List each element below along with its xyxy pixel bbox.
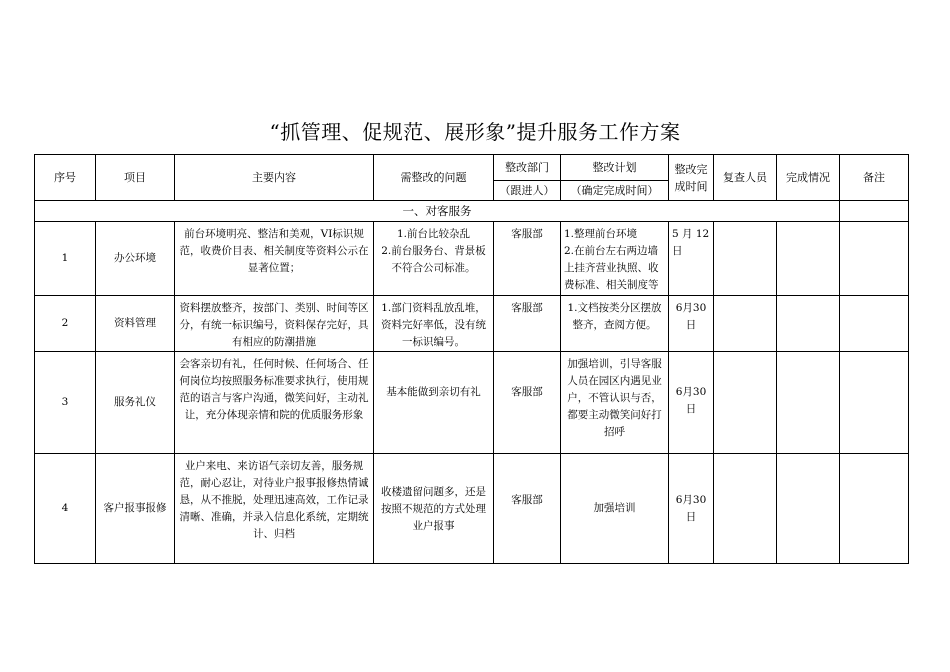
row-reviewer — [714, 352, 777, 454]
header-seq: 序号 — [35, 155, 96, 201]
row-seq: 4 — [35, 454, 96, 564]
row-status — [777, 222, 840, 296]
row-remark — [840, 296, 909, 352]
row-reviewer — [714, 296, 777, 352]
row-plan: 1.整理前台环境 2.在前台左右两边墙上挂齐营业执照、收费标准、相关制度等 — [561, 222, 669, 296]
row-item: 服务礼仪 — [96, 352, 175, 454]
header-remark: 备注 — [840, 155, 909, 201]
section-remark-cell — [840, 201, 909, 222]
header-item: 项目 — [96, 155, 175, 201]
row-reviewer — [714, 222, 777, 296]
row-time: 6月30日 — [669, 352, 714, 454]
row-content: 会客亲切有礼，任何时候、任何场合、任何岗位均按照服务标准要求执行，使用规范的语言与客户沟通，微笑问好，主动礼让，充分体现亲情和院的优质服务形象 — [175, 352, 374, 454]
row-status — [777, 352, 840, 454]
row-remark — [840, 352, 909, 454]
row-status — [777, 296, 840, 352]
row-issue: 1.前台比较杂乱 2.前台服务台、背景板不符合公司标准。 — [374, 222, 494, 296]
section-heading: 一、对客服务 — [35, 201, 840, 222]
table-row — [35, 352, 909, 454]
header-plan-sub: （确定完成时间） — [561, 181, 669, 201]
row-item: 客户报事报修 — [96, 454, 175, 564]
row-time: 6月30日 — [669, 454, 714, 564]
row-remark — [840, 222, 909, 296]
table-row — [35, 454, 909, 564]
table-row — [35, 222, 909, 296]
header-dept-sub: （跟进人） — [494, 181, 561, 201]
header-reviewer: 复查人员 — [714, 155, 777, 201]
work-plan-table — [34, 154, 909, 564]
row-content: 资料摆放整齐，按部门、类别、时间等区分，有统一标识编号，资料保存完好，具有相应的防潮措施 — [175, 296, 374, 352]
row-dept: 客服部 — [494, 352, 561, 454]
row-issue: 基本能做到亲切有礼 — [374, 352, 494, 454]
row-dept: 客服部 — [494, 222, 561, 296]
row-time: 5 月 12 日 — [669, 222, 714, 296]
header-time: 整改完成时间 — [669, 155, 714, 201]
row-dept: 客服部 — [494, 296, 561, 352]
row-plan: 1.文档按类分区摆放整齐，查阅方便。 — [561, 296, 669, 352]
row-issue: 1.部门资料乱放乱堆，资料完好率低，没有统一标识编号。 — [374, 296, 494, 352]
row-content: 业户来电、来访语气亲切友善，服务规范，耐心忍让，对待业户报事报修热情诚恳，从不推脱，处理迅速高效，工作记录清晰、准确，并录入信息化系统，定期统计、归档 — [175, 454, 374, 564]
page-title: “抓管理、促规范、展形象”提升服务工作方案 — [269, 120, 681, 144]
header-status: 完成情况 — [777, 155, 840, 201]
row-time: 6月30日 — [669, 296, 714, 352]
header-issue: 需整改的问题 — [374, 155, 494, 201]
row-status — [777, 454, 840, 564]
row-item: 资料管理 — [96, 296, 175, 352]
row-plan: 加强培训 — [561, 454, 669, 564]
header-content: 主要内容 — [175, 155, 374, 201]
row-item: 办公环境 — [96, 222, 175, 296]
header-plan: 整改计划 — [561, 155, 669, 181]
row-issue: 收楼遗留问题多，还是按照不规范的方式处理业户报事 — [374, 454, 494, 564]
row-seq: 3 — [35, 352, 96, 454]
row-content: 前台环境明亮、整洁和美观，VI标识规范，收费价目表、相关制度等资料公示在显著位置； — [175, 222, 374, 296]
row-remark — [840, 454, 909, 564]
row-plan: 加强培训，引导客服人员在园区内遇见业户，不管认识与否，都要主动微笑问好打招呼 — [561, 352, 669, 454]
row-seq: 1 — [35, 222, 96, 296]
row-reviewer — [714, 454, 777, 564]
table-row — [35, 296, 909, 352]
header-dept: 整改部门 — [494, 155, 561, 181]
row-seq: 2 — [35, 296, 96, 352]
row-dept: 客服部 — [494, 454, 561, 564]
